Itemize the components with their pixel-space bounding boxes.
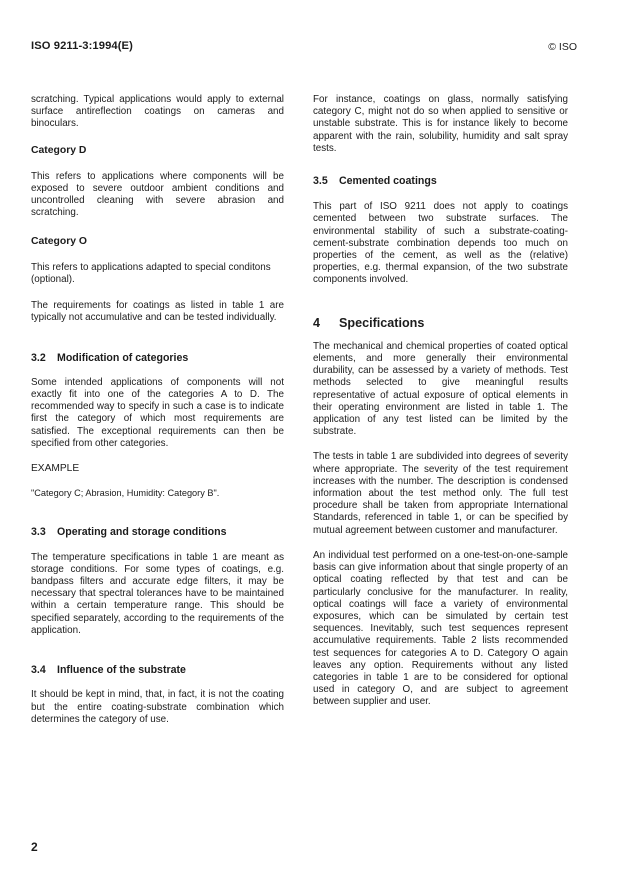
section-title: Influence of the substrate [57,664,186,677]
section-title: Modification of categories [57,351,189,364]
section-number: 3.2 [31,351,46,364]
section-4-paragraph-2: The tests in table 1 are subdivided into degrees of severity where appropriate. The severity of the test requirement increases with the number. The description is condensed information about the test method only. The full test procedure shall be taken from appropriate International Standards, referenced in table 1, or can be specified by mutual agreement between customer and manufacturer. [313,451,568,536]
category-d-text: This refers to applications where components will be exposed to severe outdoor ambient conditions and uncontrolled cleaning with severe abrasion and scratching. [31,170,284,219]
section-3-4-heading [31,664,284,676]
category-o-heading: Category O [31,235,88,247]
section-3-5-heading [313,175,568,187]
section-3-5-text: This part of ISO 9211 does not apply to coatings cemented between two substrate surfaces. The environmental stability of such a substrate-coating-cement-substrate combination depends too much on properties of the cement, as well as the (relative) properties, e.g. thermal expansion, of the two substrate components involved. [313,201,568,286]
category-o-text: This refers to applications adapted to special conditons (optional). [31,261,271,286]
example-label: EXAMPLE [31,463,80,475]
section-3-3-heading [31,526,284,538]
section-number: 3.4 [31,664,46,677]
paragraph-requirements: The requirements for coatings as listed in table 1 are typically not accumulative and can be tested individually. [31,300,284,324]
section-title: Cemented coatings [339,175,437,188]
copyright-mark: © ISO [548,41,577,53]
section-title: Operating and storage conditions [57,526,227,539]
section-number: 3.3 [31,526,46,539]
right-column [313,94,568,721]
section-title: Specifications [339,315,425,330]
section-number: 4 [313,315,321,330]
paragraph-scratching: scratching. Typical applications would apply to external surface antireflection coatings on cameras and binoculars. [31,94,284,130]
section-4-paragraph-1: The mechanical and chemical properties of coated optical elements, and more generally their environmental durability, can be assessed by a variety of methods. Test methods selected to give meaningful results representative of actual exposure of optical elements in their operating environment are listed in table 1. The application of any test listed can be limited by the substrate. [313,340,568,438]
section-3-2-heading [31,352,284,364]
section-3-4-text: It should be kept in mind, that, in fact, it is not the coating but the entire coating-substrate combination which determines the category of use. [31,689,284,725]
section-number: 3.5 [313,175,328,188]
example-text: "Category C; Abrasion, Humidity: Category B". [31,488,220,499]
category-d-heading: Category D [31,144,87,156]
section-4-paragraph-3: An individual test performed on a one-test-on-one-sample basis can give information about that single property of an optical coating reflected by that test and can be particularly conclusive for the manufacturer. In reality, optical coatings will face a variety of environmental exposures, which can be simulated by certain test sequences. Inevitably, such test sequences represent accumulative requirements. Table 2 lists recommended test sequences for categories A to D. Category O again leaves any option. Requirements without any listed categories in table 1 are to be considered for optional used in category O, and are subject to agreement between supplier and user. [313,549,568,708]
left-column [31,94,284,738]
document-id: ISO 9211-3:1994(E) [31,40,133,52]
section-4-heading [313,317,568,329]
section-3-2-text: Some intended applications of components will not exactly fit into one of the categories A to D. The recommended way to specify in such a case is to indicate first the category of which most requirements are satisfied. The exceptional requirements can then be specified from other categories. [31,376,284,449]
page-number: 2 [31,840,38,854]
paragraph-glass: For instance, coatings on glass, normally satisfying category C, might not do so when applied to sensitive or unstable substrate. This is for instance likely to become apparent with the rain, solubility, humidity and salt spray tests. [313,94,568,154]
section-3-3-text: The temperature specifications in table 1 are meant as storage conditions. For some types of coatings, e.g. bandpass filters and accurate edge filters, it may be necessary that spectral tolerances have to be maintained within a certain temperature range. This should be specified separately, according to the requirements of the application. [31,551,284,636]
